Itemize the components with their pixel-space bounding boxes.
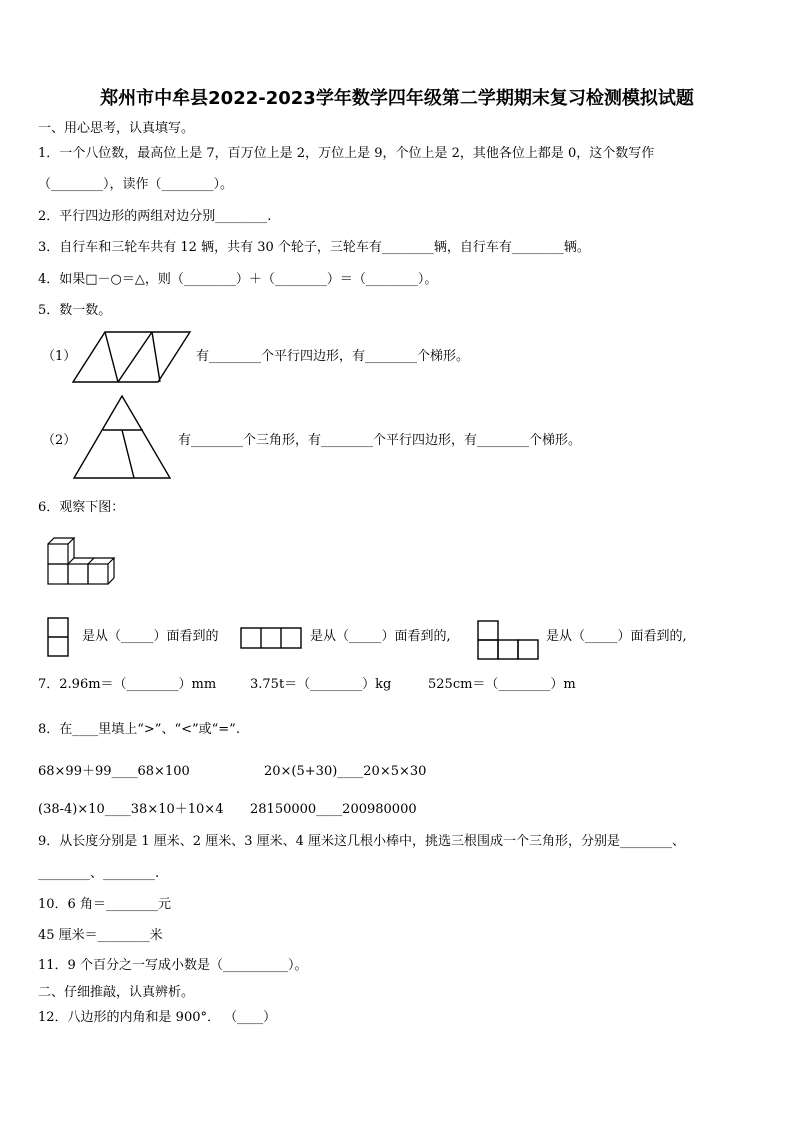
question-7-part-a: 7．2.96m＝（________）mm — [38, 677, 217, 692]
side-view-figure — [47, 617, 69, 657]
question-12: 12．八边形的内角和是 900°． （____） — [38, 1010, 277, 1025]
question-5-part-1-text: 有________个平行四边形，有________个梯形。 — [196, 349, 470, 364]
question-1-line-1: 1．一个八位数，最高位上是 7，百万位上是 2，万位上是 9，个位上是 2，其他各位上都是 0，这个数写作 — [38, 146, 655, 161]
question-8-row-1-right: 20×(5+30)____20×5×30 — [264, 764, 427, 779]
question-8-row-2-right: 28150000____200980000 — [250, 802, 417, 817]
question-7-part-b: 3.75t＝（________）kg — [250, 677, 392, 692]
front-row-view-figure — [240, 627, 302, 649]
l-shape-view-figure — [477, 620, 539, 660]
section-2-heading: 二、仔细推敲，认真辨析。 — [38, 985, 195, 1000]
question-6-view-a: 是从（_____）面看到的 — [82, 629, 219, 644]
question-8-row-2-left: (38-4)×10____38×10＋10×4 — [38, 802, 224, 817]
section-1-heading: 一、用心思考，认真填写。 — [38, 121, 195, 136]
question-10-line-1: 10．6 角＝________元 — [38, 897, 171, 912]
question-10-line-2: 45 厘米＝________米 — [38, 928, 163, 943]
question-6-view-b: 是从（_____）面看到的, — [310, 629, 451, 644]
parallelogram-figure — [72, 330, 192, 384]
question-5-part-1-label: （1） — [42, 349, 77, 364]
cube-stack-figure — [46, 536, 120, 586]
question-9-line-1: 9．从长度分别是 1 厘米、2 厘米、3 厘米、4 厘米这几根小棒中，挑选三根围成一个三角形，分别是________、 — [38, 834, 686, 849]
question-5-stem: 5．数一数。 — [38, 303, 112, 318]
question-5-part-2-label: （2） — [42, 433, 77, 448]
question-9-line-2: ________、________. — [38, 866, 160, 881]
triangle-figure — [72, 394, 172, 480]
question-5-part-2-text: 有________个三角形，有________个平行四边形，有________个梯形。 — [178, 433, 582, 448]
question-2: 2．平行四边形的两组对边分别________. — [38, 209, 272, 224]
question-8-stem: 8．在____里填上“>”、“<”或“=”. — [38, 722, 240, 737]
question-6-stem: 6．观察下图： — [38, 500, 125, 515]
page-title: 郑州市中牟县2022-2023学年数学四年级第二学期期末复习检测模拟试题 — [100, 88, 694, 109]
question-3: 3．自行车和三轮车共有 12 辆，共有 30 个轮子，三轮车有________辆，自行车有________辆。 — [38, 240, 590, 255]
question-7-part-c: 525cm＝（________）m — [428, 677, 576, 692]
question-8-row-1-left: 68×99＋99____68×100 — [38, 764, 190, 779]
question-1-line-2: （________），读作（________）。 — [38, 177, 234, 192]
question-6-view-c: 是从（_____）面看到的, — [546, 629, 687, 644]
question-4: 4．如果□－○＝△，则（________）＋（________）＝（________）。 — [38, 272, 438, 287]
question-11: 11．9 个百分之一写成小数是（__________）。 — [38, 958, 308, 973]
